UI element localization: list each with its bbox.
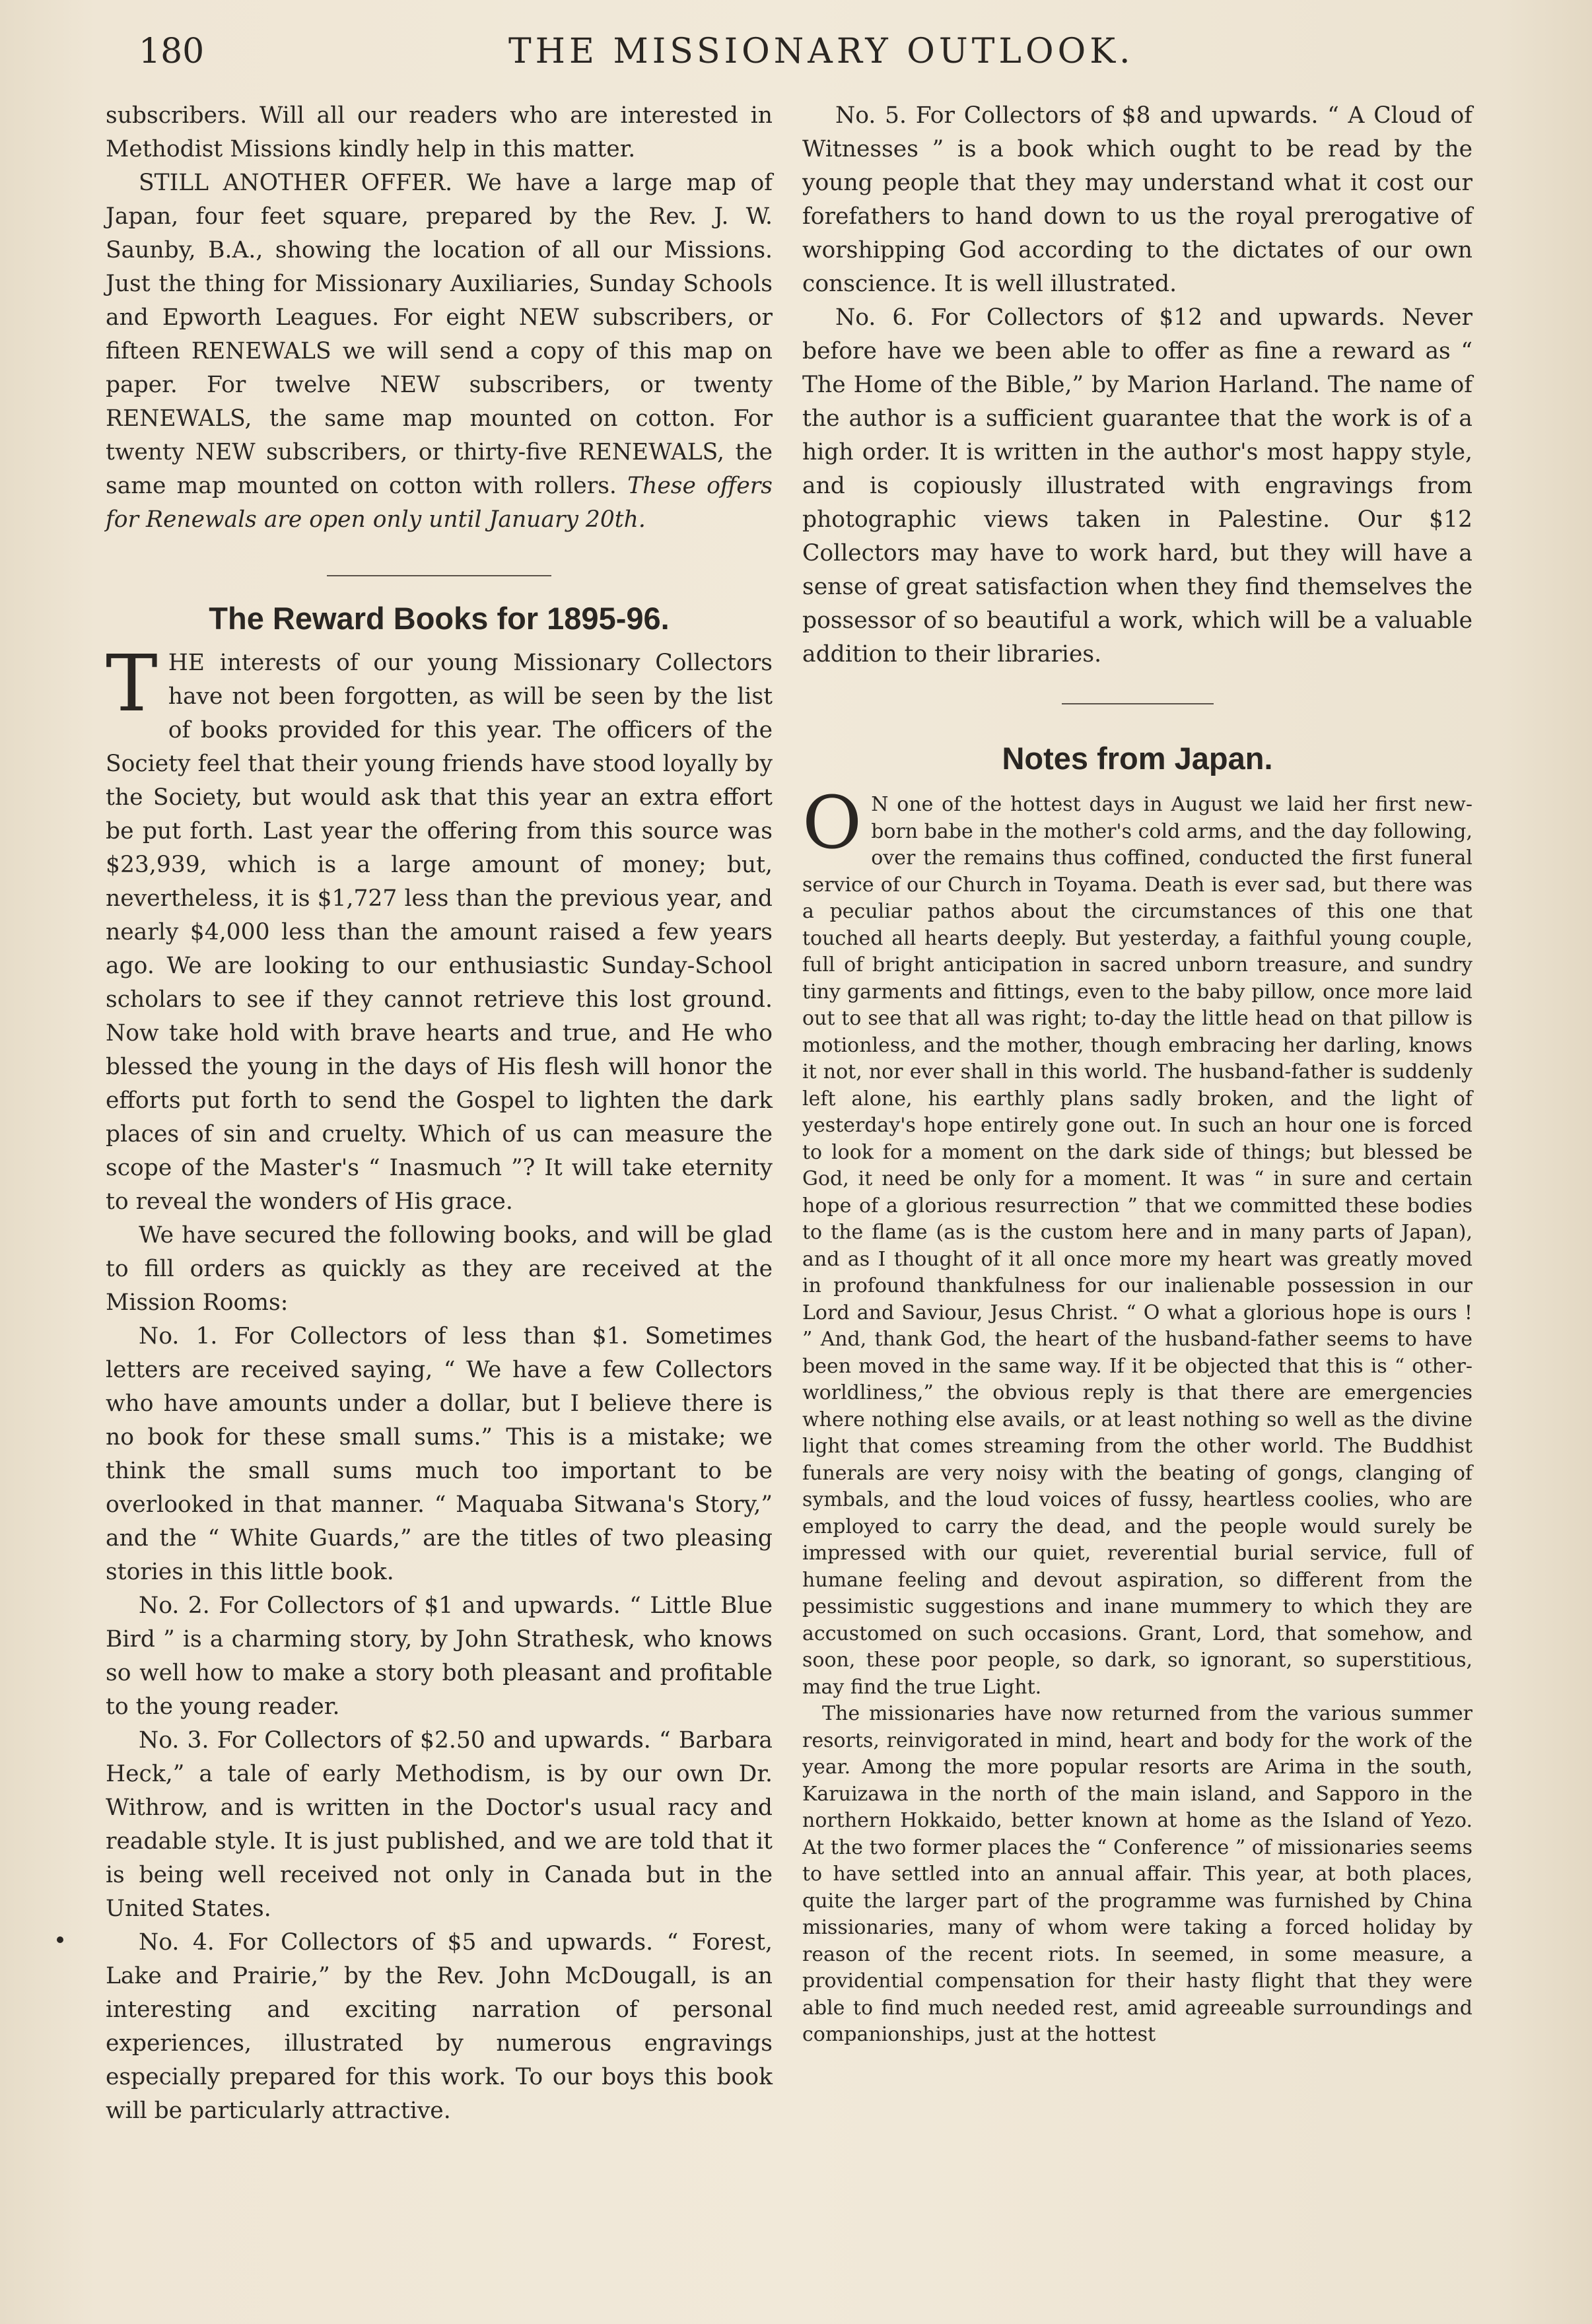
another-offer-paragraph xyxy=(106,166,773,537)
japan-drop-cap: O xyxy=(802,780,862,865)
reward-drop-cap: T xyxy=(106,638,158,729)
section-divider xyxy=(327,575,551,576)
page-header xyxy=(139,26,1493,86)
japan-missionaries-paragraph: The missionaries have now returned from the various summer resorts, reinvigorated in mind, heart and body for the work of the year. Among the more popular resorts are Arima in the south, Karuizawa in the north of the main island, and Sapporo in the northern Hokkaido, better known at home as the Island of Yezo. At the two former places the “ Conference ” of missionaries seems to have settled into an annual affair. This year, at both places, quite the larger part of the programme was furnished by China missionaries, many of whom were taking a forced holiday by reason of the recent riots. In seemed, in some measure, a providential compensation for their hasty flight that they were able to find much needed rest, amid agreeable surroundings and companionships, just at the hottest xyxy=(802,1702,1472,2046)
left-column xyxy=(106,99,773,2128)
reward-intro-paragraph xyxy=(106,638,773,1219)
another-offer-text: STILL ANOTHER OFFER. We have a large map of Japan, four feet square, prepared by the Rev. J. W. Saunby, B.A., showing the location of all our Missions. Just the thing for Missionary Auxiliaries, Sunday Schools and Epworth Leagues. For eight NEW subscribers, or fifteen RENEWALS we will send a copy of this map on paper. For twelve NEW subscribers, or twenty RENEWALS, the same map mounted on cotton. For twenty NEW subscribers, or thirty-five RENEWALS, the same map mounted on cotton with rollers. xyxy=(106,170,773,499)
page-number: 180 xyxy=(139,32,205,71)
section-divider-right xyxy=(1062,703,1214,704)
subscribers-paragraph: subscribers. Will all our readers who are interested in Methodist Missions kindly help in this matter. xyxy=(106,102,773,162)
notes-from-japan-title: Notes from Japan. xyxy=(1002,741,1273,776)
reward-intro-text: HE interests of our young Missionary Collectors have not been forgotten, as will be seen by the list of books provided for this year. The officers of the Society feel that their young friends have stood loyally by the Society, but would ask that this year an extra effort be put forth. Last year the offering from this source was $23,939, which is a large amount of money; but, nevertheless, it is $1,727 less than the previous year, and nearly $4,000 less than the amount raised a few years ago. We are looking to our enthusiastic Sunday-School scholars to see if they cannot retrieve this lost ground. Now take hold with brave hearts and true, and He who blessed the young in the days of His flesh will honor the efforts put forth to send the Gospel to lighten the dark places of sin and cruelty. Which of us can measure the scope of the Master's “ Inasmuch ”? It will take eternity to reveal the wonders of His grace. xyxy=(106,650,773,1215)
book-no-2-paragraph: No. 2. For Collectors of $1 and upwards. “ Little Blue Bird ” is a charming story, by John Strathesk, who knows so well how to make a story both pleasant and profitable to the young reader. xyxy=(106,1592,773,1720)
book-no-3-paragraph: No. 3. For Collectors of $2.50 and upwards. “ Barbara Heck,” a tale of early Methodism, is by our own Dr. Withrow, and is written in the Doctor's usual racy and readable style. It is just published, and we are told that it is being well received not only in Canada but in the United States. xyxy=(106,1727,773,1922)
reward-books-title: The Reward Books for 1895-96. xyxy=(209,601,670,636)
japan-article-body xyxy=(802,780,1472,2049)
running-title: THE MISSIONARY OUTLOOK. xyxy=(508,32,1134,71)
japan-funeral-text: N one of the hottest days in August we laid her first new-born babe in the mother's cold arms, and the day following, over the remains thus coffined, conducted the first funeral service of our Church in Toyama. Death is ever sad, but there was a peculiar pathos about the circumstances of this one that touched all hearts deeply. But yesterday, a faithful young couple, full of bright anticipation in sacred unborn treasure, and sundry tiny garments and fittings, even to the baby pillow, once more laid out to see that all was right; to-day the little head on that pillow is motionless, and the mother, though embracing her darling, knows it not, nor ever shall in this world. The husband-father is suddenly left alone, his earthly plans sadly broken, and the light of yesterday's hope entirely gone out. In such an hour one is forced to look for a moment on the dark side of things; but blessed be God, it need be only for a moment. It was “ in sure and certain hope of a glorious resurrection ” that we committed these bodies to the flame (as is the custom here and in many parts of Japan), and as I thought of it all once more my heart was greatly moved in profound thankfulness for our inalienable possession in our Lord and Saviour, Jesus Christ. “ O what a glorious hope is ours ! ” And, thank God, the heart of the husband-father seems to have been moved in the same way. If it be objected that this is “ other-worldliness,” the obvious reply is that there are emergencies where nothing else avails, or at least nothing so well as the divine light that comes streaming from the other world. The Buddhist funerals are very noisy with the beating of gongs, clanging of symbals, and the loud voices of fussy, heartless coolies, who are employed to carry the dead, and the people would surely be impressed with our quiet, reverential burial service, full of humane feeling and devout aspiration, so different from the pessimistic suggestions and inane mummery to which they are accustomed on such occasions. Grant, Lord, that somehow, and soon, these poor people, so dark, so ignorant, so superstitious, may find the true Light. xyxy=(802,793,1472,1699)
right-column xyxy=(802,99,1472,2049)
book-no-6-paragraph: No. 6. For Collectors of $12 and upwards. Never before have we been able to offer as fine a reward as “ The Home of the Bible,” by Marion Harland. The name of the author is a sufficient guarantee that the work is of a high order. It is written in the author's most happy style, and is copiously illustrated with engravings from photographic views taken in Palestine. Our $12 Collectors may have to work hard, but they will have a sense of great satisfaction when they find themselves the possessor of so beautiful a work, which will be a valuable addition to their libraries. xyxy=(802,304,1472,667)
book-no-4-paragraph: No. 4. For Collectors of $5 and upwards. “ Forest, Lake and Prairie,” by the Rev. John McDougall, is an interesting and exciting narration of personal experiences, illustrated by numerous engravings especially prepared for this work. To our boys this book will be particularly attractive. xyxy=(106,1929,773,2124)
book-no-5-paragraph: No. 5. For Collectors of $8 and upwards. “ A Cloud of Witnesses ” is a book which ought to be read by the young people that they may understand what it cost our forefathers to hand down to us the royal prerogative of worshipping God according to the dictates of our own conscience. It is well illustrated. xyxy=(802,102,1472,297)
books-secured-paragraph: We have secured the following books, and will be glad to fill orders as quickly as they are received at the Mission Rooms: xyxy=(106,1222,773,1316)
book-no-1-paragraph: No. 1. For Collectors of less than $1. Sometimes letters are received saying, “ We have a few Collectors who have amounts under a dollar, but I believe there is no book for these small sums.” This is a mistake; we think the small sums much too important to be overlooked in that manner. “ Maquaba Sitwana's Story,” and the “ White Guards,” are the titles of two pleasing stories in this little book. xyxy=(106,1323,773,1585)
renewals-deadline-note: These offers for Renewals are open only until January 20th. xyxy=(106,473,773,533)
margin-dot-mark xyxy=(57,1936,63,1943)
japan-funeral-paragraph xyxy=(802,780,1472,1701)
